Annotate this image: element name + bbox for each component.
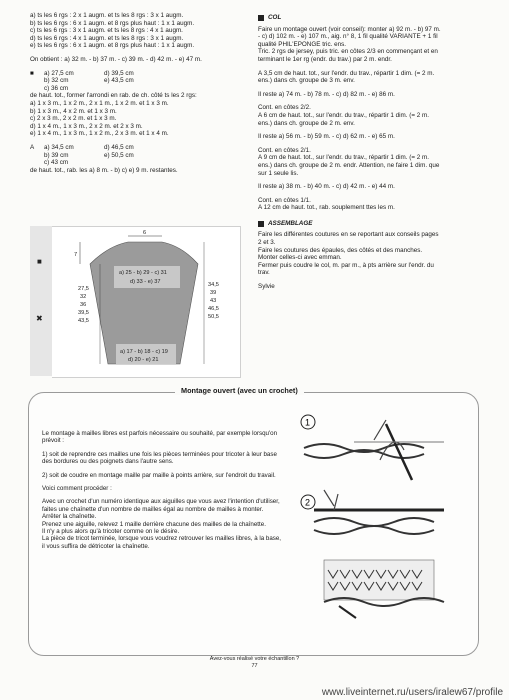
paragraph: Le montage à mailles libres est parfois nécessaire ou souhaité, par exemple lorsqu'on prévoit : [42,430,278,445]
text-line: Il reste a) 74 m. - b) 78 m. - c) d) 82 m. - e) 86 m. [258,90,395,98]
col-header [258,14,480,22]
measurements-block-2 [30,144,245,167]
chain-stitch-icon [304,417,444,480]
measurements-block [30,70,245,93]
text-line: Faire un montage ouvert (voir conseil): monter a) 92 m. - b) 97 m. [258,25,441,33]
restantes-text: de haut. tot., rab. les a) 8 m. - b) c) e) 9 m. restantes. [30,166,178,174]
section-title: ASSEMBLAGE [268,219,313,227]
marker-square-icon: ■ [30,69,34,77]
measure-cell: e) 50,5 cm [104,151,134,159]
text-line: b) 1 x 3 m., 4 x 2 m. et 1 x 3 m. [30,107,117,115]
measure-cell: e) 43,5 cm [104,77,134,85]
left-measure: 27,5 [78,286,89,292]
text-line: trav. [258,269,270,277]
paragraph: Avec un crochet d'un numéro identique aux aiguilles que vous avez l'intention d'utiliser, faites une chaînette d'un nombre de mailles égal au nombre de mailles à monter. Arrêter la chaînette. Prenez une aiguille, relevez 1 maille derrière chacune des mailles de la chaînette. Il n'y a plus alors qu'à tricoter comme on le désire. La pièce de tricot terminée, lorsque vous voudrez retrouver les mailles libres, à la base, il vous suffira de détricoter la chaînette. [42,498,282,550]
right-measure: 39 [210,290,217,296]
arrondi-text: de haut. tot., former l'arrondi en rab. de ch. côté ts les 2 rgs: [30,92,197,100]
measure-cell: a) 27,5 cm [44,69,74,77]
measure-cell: c) 36 cm [44,84,69,92]
text-line: A 3,5 cm de haut. tot., sur l'endr. du trav., répartir 1 dim. (= 2 m. [258,69,435,77]
text-line: b) ts les 6 rgs : 6 x 1 augm. et 8 rgs plus haut : 1 x 1 augm. [30,19,195,27]
needle-pickup-icon [314,490,444,534]
left-measure: 43,5 [78,318,89,324]
stitch-count: On obtient : a) 32 m. - b) 37 m. - c) 39 m. - d) 42 m. - e) 47 m. [30,55,202,63]
text-line: Faire les différentes coutures en se reportant aux conseils pages [258,231,439,239]
crochet-illustration [294,410,454,620]
text-line: qualité PHIL'EPONGE tric. ens. [258,40,346,48]
right-measure: 43 [210,298,217,304]
text-line: ens.) dans ch. groupe de 3 m. env. [258,77,355,85]
right-measure: 34,5 [208,282,219,288]
prefix-a: A [30,143,35,151]
tip-box-text [42,430,282,556]
measure-cell: c) 43 cm [44,159,69,167]
left-column [30,12,245,174]
text-line: Cont. en côtes 2/2. [258,104,311,112]
text-line: Il reste a) 56 m. - b) 59 m. - c) d) 62 m. - e) 65 m. [258,133,395,141]
measure-cell: b) 39 cm [44,151,69,159]
text-line: Il reste a) 38 m. - b) 40 m. - c) d) 42 m. - e) 44 m. [258,183,395,191]
footer-question: Avez-vous réalisé votre échantillon ? [209,656,300,662]
watermark-url: www.liveinternet.ru/users/iralew67/profile [321,687,503,698]
sleeve-diagram [30,226,240,376]
text-line: c) ts les 6 rgs : 3 x 1 augm. et ts les 8 rgs : 4 x 1 augm. [30,27,183,35]
sidebar-cross-icon: ✖ [36,314,43,323]
signature: Sylvie [258,283,275,291]
text-line: - c) d) 102 m. - e) 107 m., aig. n° 8, 1 fil qualité VARIANTE + 1 fil [258,33,438,41]
right-measure: 50,5 [208,314,219,320]
text-line: A 12 cm de haut. tot., rab. souplement ttes les m. [258,204,395,212]
measure-cell: b) 32 cm [44,77,69,85]
sleeve-svg [30,226,240,376]
text-line: e) 1 x 4 m., 1 x 3 m., 1 x 2 m., 2 x 3 m. et 1 x 4 m. [30,130,169,138]
text-line: ens.) dans ch. groupe de 2 m. env. [258,119,355,127]
paragraph: 1) soit de reprendre ces mailles une fois les pièces terminées pour tricoter à leur base des bordures ou des poignets dans l'autre sens. [42,450,277,466]
text-line: Monter celles-ci avec emman. [258,254,342,262]
knitted-fabric-icon [324,560,444,618]
text-line: c) 2 x 3 m., 2 x 2 m. et 1 x 3 m. [30,115,117,123]
text-line: A 6 cm de haut. tot., sur l'endr. du trav., répartir 1 dim. (= 2 m. [258,111,429,119]
cuff-width-label: d) 20 - e) 21 [128,357,159,363]
top-height-label: 7 [74,252,78,258]
text-line: d) ts les 6 rgs : 4 x 1 augm. et ts les 8 rgs : 3 x 1 augm. [30,34,184,42]
cuff-width-label: a) 17 - b) 18 - c) 19 [120,349,168,355]
text-line: sur 1 seule lis. [258,169,299,177]
text-line: e) ts les 6 rgs : 6 x 1 augm. et 8 rgs plus haut : 1 x 1 augm. [30,42,195,50]
step-number: 1 [305,417,311,428]
page-number: 77 [251,663,258,669]
upper-width-label: d) 33 - e) 37 [130,279,161,285]
tip-box-title: Montage ouvert (avec un crochet) [175,386,304,395]
increase-lines [30,12,245,50]
left-measure: 39,5 [78,310,89,316]
arrondi-lines [30,100,245,138]
section-title: COL [268,14,282,21]
text-line: a) 1 x 3 m., 1 x 2 m., 2 x 1 m., 1 x 2 m. et 1 x 3 m. [30,99,169,107]
text-line: A 9 cm de haut. tot., sur l'endr. du trav., répartir 1 dim. (= 2 m. [258,154,429,162]
text-line: ens.) dans ch. groupe de 2 m. endr. Attention, ne faire 1 dim. que [258,161,440,169]
step-number: 2 [305,497,311,508]
right-column [258,12,480,291]
text-line: Fermer puis coudre le col, m. par m., à pts arrière sur l'endr. du [258,261,434,269]
section-square-icon [258,15,264,21]
footer [0,656,509,670]
text-line: Cont. en côtes 1/1. [258,196,311,204]
measure-cell: d) 39,5 cm [104,69,134,77]
text-line: d) 1 x 4 m., 1 x 3 m., 2 x 2 m. et 2 x 3 m. [30,122,143,130]
section-square-icon [258,221,264,227]
right-measure: 46,5 [208,306,219,312]
text-line: a) ts les 6 rgs : 2 x 1 augm. et ts les 8 rgs : 3 x 1 augm. [30,12,184,19]
left-measure: 36 [80,302,87,308]
measure-cell: d) 46,5 cm [104,143,134,151]
upper-width-label: a) 25 - b) 29 - c) 31 [119,270,167,276]
paragraph: Voici comment procéder : [42,485,112,493]
sidebar-square-icon: ■ [37,257,42,266]
text-line: Faire les coutures des épaules, des côtés et des manches. [258,246,423,254]
measure-cell: a) 34,5 cm [44,143,74,151]
text-line: 2 et 3. [258,239,276,247]
paragraph: 2) soit de coudre en montage maille par maille à points arrière, sur l'endroit du travail. [42,471,276,479]
text-line: Tric. 2 rgs de jersey, puis tric. en côtes 2/3 en commençant et en [258,48,438,56]
text-line: terminant le 1er rg (endr. du trav.) par 2 m. endr. [258,55,392,63]
top-width-label: 6 [143,230,147,236]
left-measure: 32 [80,294,87,300]
text-line: Cont. en côtes 2/1. [258,146,311,154]
assemblage-header [258,220,480,228]
